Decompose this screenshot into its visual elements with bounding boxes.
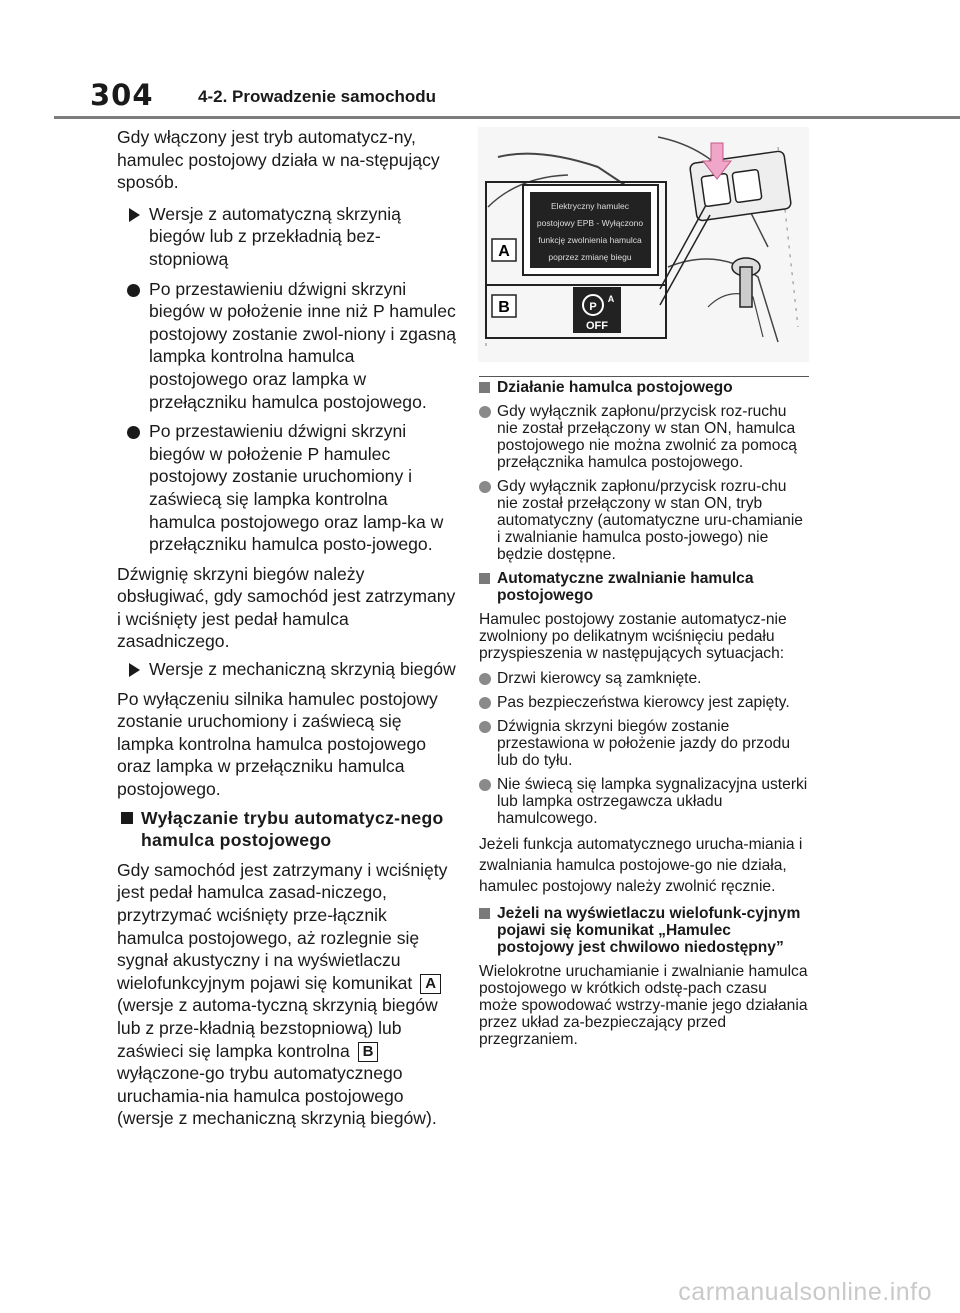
bullet-item bbox=[479, 478, 809, 563]
overheat-paragraph: Wielokrotne uruchamianie i zwalnianie hamulca postojowego w krótkich odstę-pach czasu może spowodować wstrzy-manie jego działania przez układ za-bezpieczający przed przegrzaniem. bbox=[479, 963, 808, 1048]
disable-auto-text-b: (wersje z automa-tyczną skrzynią biegów lub z prze-kładnią bezstopniową) lub zaświeci się lampka kontrolna bbox=[117, 995, 438, 1061]
disable-auto-paragraph bbox=[117, 859, 457, 1130]
figure-label-a: A bbox=[498, 243, 510, 260]
bullet-text: Drzwi kierowcy są zamknięte. bbox=[497, 670, 702, 687]
chapter-title: 4-2. Prowadzenie samochodu bbox=[198, 87, 437, 106]
square-bullet-icon bbox=[121, 812, 133, 824]
page-header bbox=[0, 0, 960, 118]
section-divider bbox=[479, 376, 809, 377]
arrow-right-icon bbox=[129, 663, 140, 677]
bullet-text: Po przestawieniu dźwigni skrzyni biegów w położenie P hamulec postojowy zostanie uruchomiony i zaświecą się lampka kontrolna hamulca postojowego oraz lamp-ka w przełączniku hamulca posto-jowego. bbox=[149, 421, 444, 555]
bullet-item bbox=[479, 670, 809, 687]
heading-text: Automatyczne zwalnianie hamulca postojowego bbox=[497, 570, 754, 604]
bullet-dot-icon bbox=[479, 779, 491, 791]
gear-lever-paragraph: Dźwignię skrzyni biegów należy obsługiwać, gdy samochód jest zatrzymany i wciśnięty jest pedał hamulca zasadniczego. bbox=[117, 563, 456, 652]
disable-auto-text-c: wyłączone-go trybu automatycznego uruchamia-nia hamulca postojowego (wersje z mechaniczną skrzynią biegów). bbox=[117, 1063, 437, 1129]
watermark: carmanualsonline.info bbox=[678, 1278, 932, 1306]
bullet-dot-icon bbox=[127, 284, 140, 297]
bullet-item bbox=[479, 718, 809, 769]
right-column bbox=[479, 376, 809, 1056]
illustration-svg bbox=[478, 127, 809, 362]
bullet-text: Pas bezpieczeństwa kierowcy jest zapięty. bbox=[497, 694, 790, 711]
bullet-dot-icon bbox=[479, 721, 491, 733]
bullet-text: Gdy wyłącznik zapłonu/przycisk roz-ruchu nie został przełączony w stan ON, hamulca postojowego nie można zwolnić za pomocą przełącznika hamulca postojowego. bbox=[497, 403, 797, 471]
heading-item bbox=[479, 905, 809, 956]
engine-off-paragraph: Po wyłączeniu silnika hamulec postojowy zostanie uruchomiony i zaświecą się lampka kontrolna hamulca postojowego oraz lampka w przełączniku hamulca postojowego. bbox=[117, 688, 438, 800]
bullet-dot-icon bbox=[479, 406, 491, 418]
version-manual-item bbox=[117, 658, 457, 681]
version-manual-label: Wersje z mechaniczną skrzynią biegów bbox=[149, 659, 456, 680]
message-line: poprzez zmianę biegu bbox=[548, 252, 632, 262]
heading-text: Działanie hamulca postojowego bbox=[497, 379, 733, 396]
dashboard-illustration bbox=[478, 127, 809, 362]
auto-release-paragraph: Hamulec postojowy zostanie automatycz-nie zwolniony po delikatnym wciśnięciu pedału przyspieszenia w następujących sytuacjach: bbox=[479, 611, 787, 662]
bullet-text: Po przestawieniu dźwigni skrzyni biegów w położenie inne niż P hamulec postojowy zostanie zwol-niony i zgasną lampka kontrolna hamulca postojowego oraz lampka w przełączniku hamulca postojowego. bbox=[149, 278, 457, 412]
bullet-item bbox=[117, 420, 457, 556]
page-number: 304 bbox=[90, 78, 154, 112]
label-b-badge: B bbox=[358, 1042, 379, 1062]
label-a-badge: A bbox=[420, 974, 441, 994]
message-line: Elektryczny hamulec bbox=[551, 201, 629, 211]
bullet-item bbox=[117, 278, 457, 414]
intro-paragraph: Gdy włączony jest tryb automatycz-ny, hamulec postojowy działa w na-stępujący sposób. bbox=[117, 127, 440, 193]
message-line: funkcję zwolnienia hamulca bbox=[538, 235, 642, 245]
bullet-text: Nie świecą się lampka sygnalizacyjna usterki lub lampka ostrzegawcza układu hamulcowego. bbox=[497, 776, 808, 827]
bullet-dot-icon bbox=[127, 426, 140, 439]
square-bullet-icon bbox=[479, 382, 490, 393]
bullet-text: Gdy wyłącznik zapłonu/przycisk rozru-chu nie został przełączony w stan ON, tryb automatyczny (automatyczne uru-chamianie i zwalnianie hamulca posto-jowego) nie będzie dostępne. bbox=[497, 478, 803, 563]
indicator-off-text: OFF bbox=[586, 320, 608, 332]
bullet-dot-icon bbox=[479, 481, 491, 493]
bullet-text: Dźwignia skrzyni biegów zostanie przestawiona w położenie jazdy do przodu lub do tyłu. bbox=[497, 718, 790, 769]
left-column bbox=[117, 126, 457, 1135]
disable-auto-text-a: Gdy samochód jest zatrzymany i wciśnięty jest pedał hamulca zasad-niczego, przytrzymać wciśnięty prze-łącznik hamulca postojowego, aż rozlegnie się sygnał akustyczny i na wyświetlaczu wielofunkcyjnym pojawi się komunikat bbox=[117, 859, 448, 993]
version-auto-label: Wersje z automatyczną skrzynią biegów lub z przekładnią bez-stopniową bbox=[149, 203, 401, 269]
arrow-right-icon bbox=[129, 208, 140, 222]
bullet-item bbox=[479, 403, 809, 471]
square-bullet-icon bbox=[479, 573, 490, 584]
heading-item bbox=[479, 379, 809, 396]
message-line: postojowy EPB - Wyłączono bbox=[536, 218, 644, 228]
header-divider bbox=[54, 116, 960, 119]
square-bullet-icon bbox=[479, 908, 490, 919]
bullet-item bbox=[479, 694, 809, 711]
section-heading-text: Wyłączanie trybu automatycz-nego hamulca postojowego bbox=[141, 807, 444, 851]
version-auto-item bbox=[117, 203, 457, 271]
section-heading bbox=[117, 807, 457, 852]
bullet-dot-icon bbox=[479, 673, 491, 685]
indicator-sup: A bbox=[607, 294, 615, 304]
bullet-item bbox=[479, 776, 809, 827]
manual-release-paragraph: Jeżeli funkcja automatycznego urucha-miania i zwalniania hamulca postojowe-go nie działa, hamulec postojowy należy zwolnić ręcznie. bbox=[479, 836, 803, 895]
heading-item bbox=[479, 570, 809, 604]
figure-label-b: B bbox=[498, 299, 510, 316]
bullet-dot-icon bbox=[479, 697, 491, 709]
svg-text:P: P bbox=[589, 301, 597, 313]
heading-text: Jeżeli na wyświetlaczu wielofunk-cyjnym pojawi się komunikat „Hamulec postojowy jest chwilowo niedostępny” bbox=[497, 905, 801, 956]
